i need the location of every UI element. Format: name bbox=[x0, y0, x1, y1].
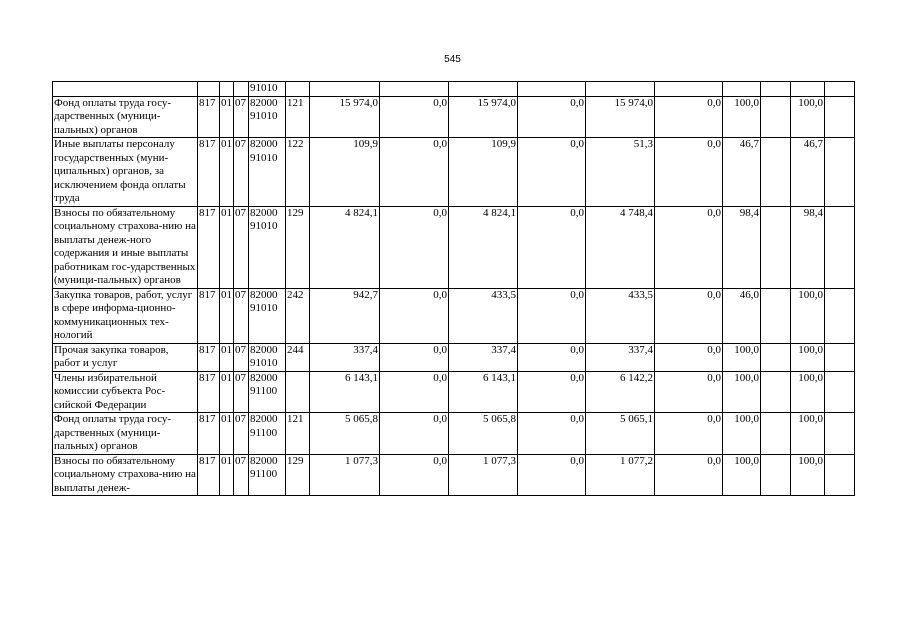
row-percent-1: 46,0 bbox=[723, 288, 761, 343]
row-value-4: 0,0 bbox=[518, 138, 586, 207]
table-row bbox=[53, 82, 855, 97]
row-value-4: 0,0 bbox=[518, 413, 586, 455]
row-expense-type: 121 bbox=[286, 413, 310, 455]
row-percent-2: 100,0 bbox=[791, 288, 825, 343]
row-admin-code: 817 bbox=[198, 413, 220, 455]
row-empty-2 bbox=[825, 206, 855, 288]
row-admin-code: 817 bbox=[198, 371, 220, 413]
row-target-article: 82000 91010 bbox=[249, 343, 286, 371]
row-value-1: 5 065,8 bbox=[310, 413, 380, 455]
row-value-2 bbox=[380, 82, 449, 97]
table-row bbox=[53, 343, 855, 371]
row-value-5: 6 142,2 bbox=[586, 371, 655, 413]
row-value-1: 1 077,3 bbox=[310, 454, 380, 496]
row-percent-1: 98,4 bbox=[723, 206, 761, 288]
row-empty-2 bbox=[825, 343, 855, 371]
row-value-3: 433,5 bbox=[449, 288, 518, 343]
row-value-2: 0,0 bbox=[380, 343, 449, 371]
row-value-1: 109,9 bbox=[310, 138, 380, 207]
row-value-2: 0,0 bbox=[380, 206, 449, 288]
row-percent-1: 100,0 bbox=[723, 343, 761, 371]
row-value-6: 0,0 bbox=[655, 96, 723, 138]
page-number: 545 bbox=[444, 54, 461, 65]
row-value-5: 4 748,4 bbox=[586, 206, 655, 288]
row-target-article: 91010 bbox=[249, 82, 286, 97]
row-percent-2: 100,0 bbox=[791, 343, 825, 371]
row-section-code: 01 bbox=[220, 343, 234, 371]
row-section-code: 01 bbox=[220, 138, 234, 207]
row-target-article: 82000 91100 bbox=[249, 454, 286, 496]
row-section-code bbox=[220, 82, 234, 97]
row-value-4: 0,0 bbox=[518, 343, 586, 371]
row-expense-type bbox=[286, 371, 310, 413]
row-subsection-code: 07 bbox=[234, 371, 249, 413]
table-row bbox=[53, 206, 855, 288]
row-expense-type: 129 bbox=[286, 454, 310, 496]
row-target-article: 82000 91100 bbox=[249, 371, 286, 413]
row-name: Взносы по обязательному социальному страхова-нию на выплаты денеж- bbox=[54, 454, 196, 494]
table-row bbox=[53, 96, 855, 138]
row-percent-2: 100,0 bbox=[791, 96, 825, 138]
row-value-4: 0,0 bbox=[518, 371, 586, 413]
row-admin-code: 817 bbox=[198, 343, 220, 371]
row-value-3 bbox=[449, 82, 518, 97]
row-target-article: 82000 91010 bbox=[249, 96, 286, 138]
row-value-6: 0,0 bbox=[655, 454, 723, 496]
row-percent-1: 100,0 bbox=[723, 454, 761, 496]
row-value-2: 0,0 bbox=[380, 288, 449, 343]
row-value-1: 6 143,1 bbox=[310, 371, 380, 413]
row-percent-1: 46,7 bbox=[723, 138, 761, 207]
row-admin-code bbox=[198, 82, 220, 97]
row-value-6: 0,0 bbox=[655, 371, 723, 413]
row-empty-2 bbox=[825, 454, 855, 496]
row-value-1: 337,4 bbox=[310, 343, 380, 371]
row-value-5: 51,3 bbox=[586, 138, 655, 207]
row-admin-code: 817 bbox=[198, 138, 220, 207]
row-name bbox=[53, 82, 198, 97]
row-expense-type: 242 bbox=[286, 288, 310, 343]
row-value-3: 5 065,8 bbox=[449, 413, 518, 455]
row-target-article: 82000 91010 bbox=[249, 138, 286, 207]
row-empty-2 bbox=[825, 288, 855, 343]
row-section-code: 01 bbox=[220, 288, 234, 343]
row-value-2: 0,0 bbox=[380, 96, 449, 138]
row-empty-1 bbox=[761, 96, 791, 138]
row-percent-2: 100,0 bbox=[791, 454, 825, 496]
row-empty-1 bbox=[761, 206, 791, 288]
row-expense-type: 122 bbox=[286, 138, 310, 207]
row-value-5: 15 974,0 bbox=[586, 96, 655, 138]
row-subsection-code bbox=[234, 82, 249, 97]
row-target-article: 82000 91010 bbox=[249, 206, 286, 288]
row-empty-2 bbox=[825, 371, 855, 413]
row-value-6: 0,0 bbox=[655, 138, 723, 207]
row-name: Члены избирательной комиссии субъекта Рос-сийской Федерации bbox=[53, 371, 198, 413]
row-value-1: 15 974,0 bbox=[310, 96, 380, 138]
row-section-code: 01 bbox=[220, 413, 234, 455]
row-empty-2 bbox=[825, 96, 855, 138]
row-empty-1 bbox=[761, 413, 791, 455]
row-value-3: 337,4 bbox=[449, 343, 518, 371]
row-value-5: 337,4 bbox=[586, 343, 655, 371]
row-subsection-code: 07 bbox=[234, 138, 249, 207]
table-row bbox=[53, 371, 855, 413]
row-percent-2: 100,0 bbox=[791, 413, 825, 455]
row-admin-code: 817 bbox=[198, 288, 220, 343]
row-value-2: 0,0 bbox=[380, 454, 449, 496]
row-value-5: 1 077,2 bbox=[586, 454, 655, 496]
row-value-5 bbox=[586, 82, 655, 97]
row-admin-code: 817 bbox=[198, 206, 220, 288]
row-expense-type: 129 bbox=[286, 206, 310, 288]
row-name: Закупка товаров, работ, услуг в сфере информа-ционно-коммуникационных тех-нологий bbox=[53, 288, 198, 343]
row-subsection-code: 07 bbox=[234, 206, 249, 288]
table-row bbox=[53, 138, 855, 207]
row-expense-type: 244 bbox=[286, 343, 310, 371]
row-value-2: 0,0 bbox=[380, 371, 449, 413]
row-percent-1: 100,0 bbox=[723, 371, 761, 413]
row-value-5: 5 065,1 bbox=[586, 413, 655, 455]
row-value-4 bbox=[518, 82, 586, 97]
row-percent-2: 100,0 bbox=[791, 371, 825, 413]
row-empty-1 bbox=[761, 138, 791, 207]
row-value-5: 433,5 bbox=[586, 288, 655, 343]
row-subsection-code: 07 bbox=[234, 343, 249, 371]
row-name: Фонд оплаты труда госу-дарственных (муници-пальных) органов bbox=[53, 413, 198, 455]
row-name: Прочая закупка товаров, работ и услуг bbox=[53, 343, 198, 371]
row-value-4: 0,0 bbox=[518, 454, 586, 496]
row-value-6: 0,0 bbox=[655, 288, 723, 343]
table-row bbox=[53, 413, 855, 455]
row-value-1: 942,7 bbox=[310, 288, 380, 343]
row-percent-2: 98,4 bbox=[791, 206, 825, 288]
row-value-6: 0,0 bbox=[655, 206, 723, 288]
row-empty-1 bbox=[761, 82, 791, 97]
row-target-article: 82000 91010 bbox=[249, 288, 286, 343]
row-value-3: 1 077,3 bbox=[449, 454, 518, 496]
row-value-4: 0,0 bbox=[518, 288, 586, 343]
row-name: Взносы по обязательному социальному страхова-нию на выплаты денеж-ного содержания и иные выплаты работникам гос-ударственных (муници-пальных) органов bbox=[54, 206, 196, 286]
row-value-3: 15 974,0 bbox=[449, 96, 518, 138]
row-expense-type: 121 bbox=[286, 96, 310, 138]
row-name: Фонд оплаты труда госу-дарственных (муници-пальных) органов bbox=[53, 96, 198, 138]
row-percent-2: 46,7 bbox=[791, 138, 825, 207]
row-value-3: 109,9 bbox=[449, 138, 518, 207]
row-percent-1: 100,0 bbox=[723, 96, 761, 138]
row-subsection-code: 07 bbox=[234, 454, 249, 496]
row-percent-2 bbox=[791, 82, 825, 97]
row-value-2: 0,0 bbox=[380, 413, 449, 455]
row-value-3: 4 824,1 bbox=[449, 206, 518, 288]
row-subsection-code: 07 bbox=[234, 288, 249, 343]
row-value-2: 0,0 bbox=[380, 138, 449, 207]
row-admin-code: 817 bbox=[198, 454, 220, 496]
row-value-4: 0,0 bbox=[518, 96, 586, 138]
row-admin-code: 817 bbox=[198, 96, 220, 138]
table-row bbox=[53, 454, 855, 496]
table-row bbox=[53, 288, 855, 343]
row-empty-2 bbox=[825, 82, 855, 97]
row-value-1: 4 824,1 bbox=[310, 206, 380, 288]
row-percent-1 bbox=[723, 82, 761, 97]
row-value-6: 0,0 bbox=[655, 343, 723, 371]
row-empty-1 bbox=[761, 343, 791, 371]
row-subsection-code: 07 bbox=[234, 96, 249, 138]
row-section-code: 01 bbox=[220, 371, 234, 413]
budget-table bbox=[52, 81, 855, 496]
row-section-code: 01 bbox=[220, 96, 234, 138]
row-value-3: 6 143,1 bbox=[449, 371, 518, 413]
row-subsection-code: 07 bbox=[234, 413, 249, 455]
row-value-6 bbox=[655, 82, 723, 97]
row-target-article: 82000 91100 bbox=[249, 413, 286, 455]
row-empty-1 bbox=[761, 454, 791, 496]
row-value-1 bbox=[310, 82, 380, 97]
row-section-code: 01 bbox=[220, 454, 234, 496]
row-name: Иные выплаты персоналу государственных (муни-ципальных) органов, за исключением фонда оплаты труда bbox=[53, 138, 198, 207]
row-section-code: 01 bbox=[220, 206, 234, 288]
row-value-6: 0,0 bbox=[655, 413, 723, 455]
row-expense-type bbox=[286, 82, 310, 97]
row-empty-1 bbox=[761, 371, 791, 413]
row-empty-2 bbox=[825, 138, 855, 207]
row-value-4: 0,0 bbox=[518, 206, 586, 288]
row-empty-2 bbox=[825, 413, 855, 455]
row-percent-1: 100,0 bbox=[723, 413, 761, 455]
row-empty-1 bbox=[761, 288, 791, 343]
